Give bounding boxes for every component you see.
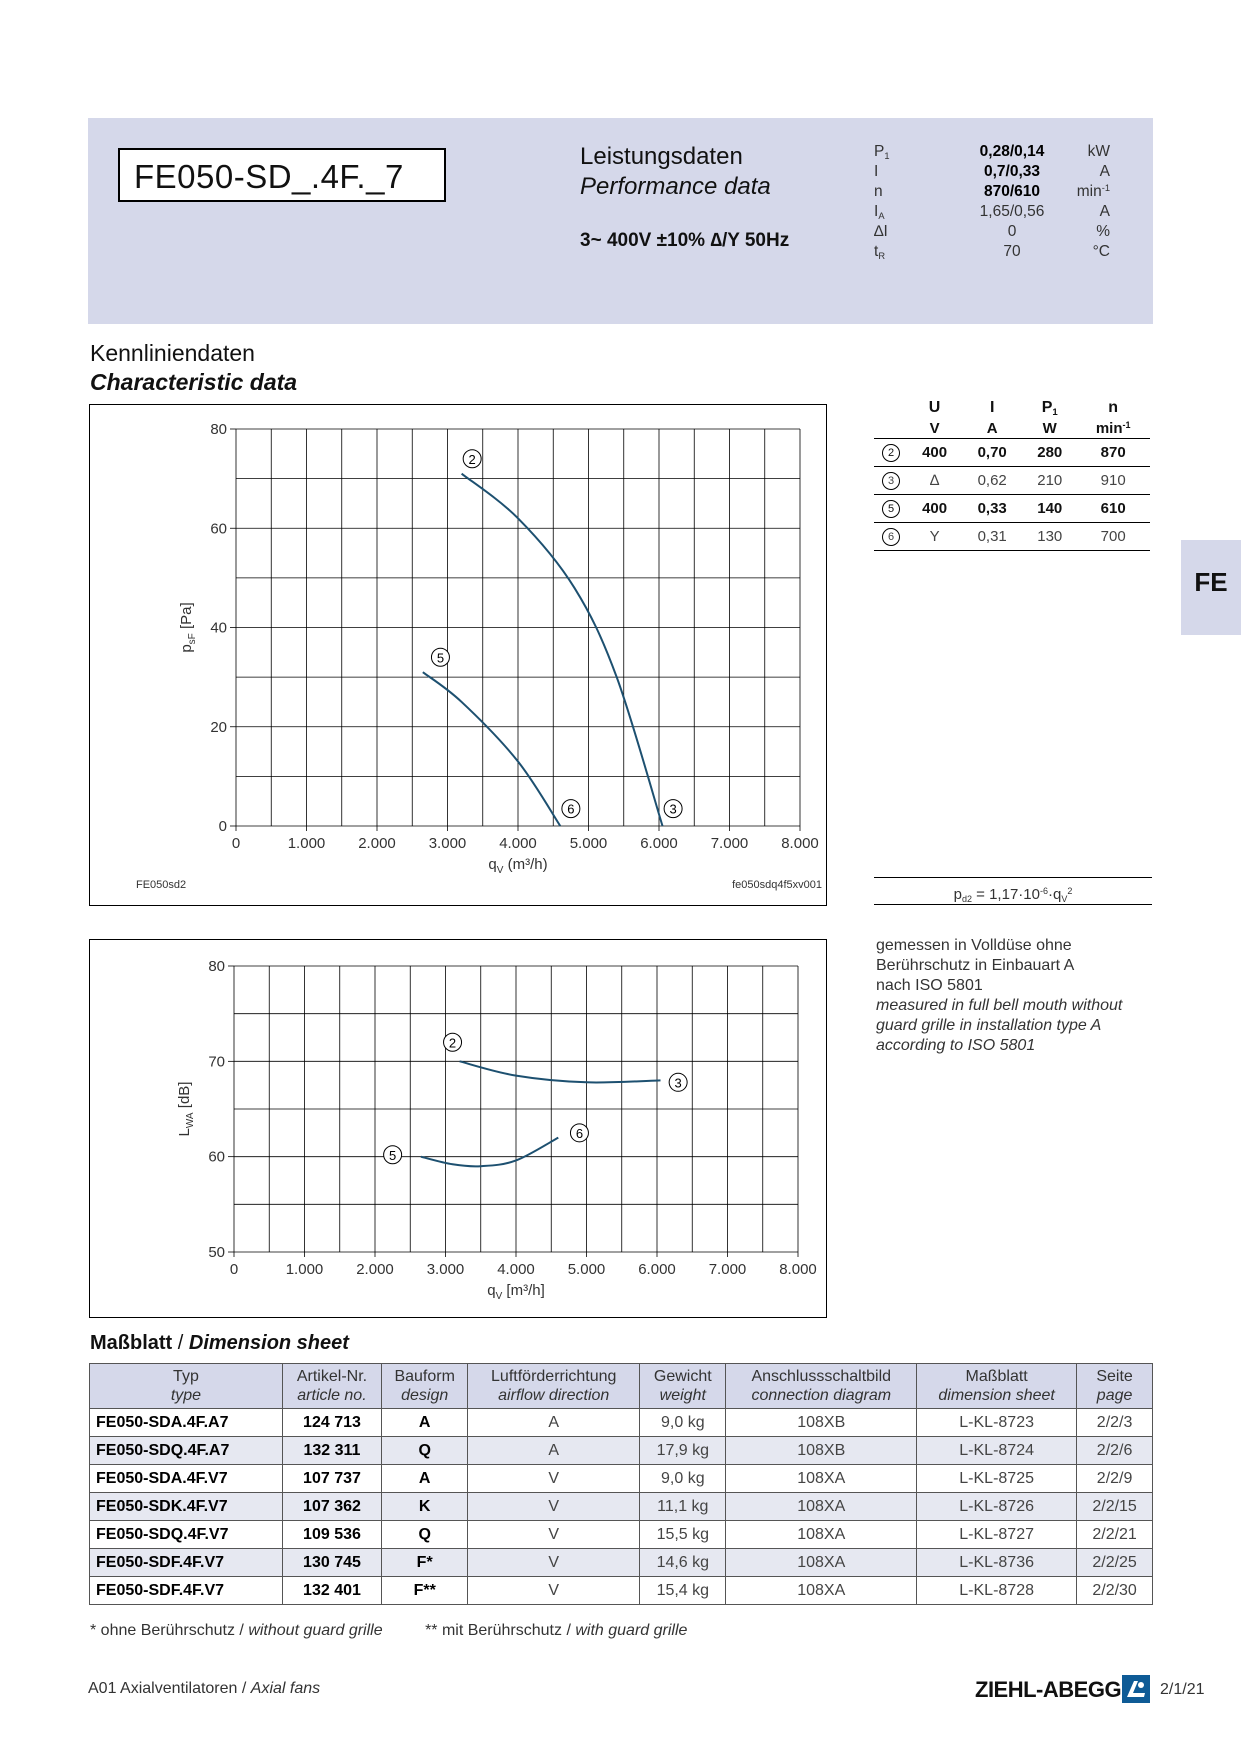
operating-point-row <box>874 439 1150 467</box>
dimension-column-header: Bauform design <box>382 1364 468 1409</box>
table-cell: A <box>382 1465 468 1493</box>
table-cell: V <box>468 1549 640 1577</box>
sound-chart <box>90 940 826 1317</box>
dimension-column-header: Gewicht weight <box>640 1364 726 1409</box>
dimension-column-header: Artikel-Nr. article no. <box>282 1364 381 1409</box>
operating-point-cell: 0,31 <box>961 523 1023 551</box>
y-tick-label: 70 <box>208 1053 225 1071</box>
table-cell: 14,6 kg <box>640 1549 726 1577</box>
y-axis-label: $p_{sF}$ [Pa] <box>178 602 198 653</box>
operating-point-id: 6 <box>874 523 908 551</box>
operating-point-row <box>874 495 1150 523</box>
x-axis-label: $q_V$ [m³/h] <box>487 1282 545 1302</box>
operating-point-cell: ∆ <box>908 467 961 495</box>
operating-point-cell: 700 <box>1076 523 1150 551</box>
table-cell: A <box>382 1409 468 1437</box>
x-tick-label: 0 <box>229 1261 239 1278</box>
operating-point-cell: 0,62 <box>961 467 1023 495</box>
table-cell: Q <box>382 1521 468 1549</box>
table-cell: 2/2/21 <box>1077 1521 1153 1549</box>
table-cell: V <box>468 1465 640 1493</box>
table-cell: 132 311 <box>282 1437 381 1465</box>
table-cell: L-KL-8728 <box>917 1577 1077 1605</box>
x-tick-label: 5.000 <box>569 835 608 852</box>
y-tick-label: 20 <box>210 718 227 736</box>
table-cell: 107 737 <box>282 1465 381 1493</box>
y-tick-label: 80 <box>208 958 225 975</box>
spec-symbol: n <box>874 183 883 200</box>
spec-value: 0 <box>1007 223 1017 240</box>
operating-point-marker-label: 3 <box>674 1075 682 1091</box>
operating-point-marker-label: 5 <box>436 650 445 666</box>
y-axis-label: $L_{WA}$ [dB] <box>176 1081 196 1137</box>
table-row <box>90 1521 1153 1549</box>
series-line-2-3 <box>462 474 663 826</box>
table-cell: 109 536 <box>282 1521 381 1549</box>
table-cell: 15,4 kg <box>640 1577 726 1605</box>
footnotes: * ohne Berührschutz / without guard grille ** mit Berührschutz / with guard grille <box>90 1622 688 1639</box>
operating-point-marker-label: 2 <box>448 1035 457 1051</box>
table-cell: FE050-SDK.4F.V7 <box>90 1493 283 1521</box>
pressure-chart-frame <box>89 404 827 906</box>
spec-unit: A <box>1099 203 1110 220</box>
spec-unit: $\min^{-1}$ <box>1076 183 1110 200</box>
pressure-chart <box>90 405 826 905</box>
dimension-column-header: Seite page <box>1077 1364 1153 1409</box>
y-tick-label: 0 <box>218 818 227 835</box>
x-tick-label: 3.000 <box>428 835 467 852</box>
x-tick-label: 4.000 <box>497 1261 535 1278</box>
x-axis-label: $q_V$ (m³/h) <box>488 856 548 876</box>
table-cell: 108XA <box>726 1521 917 1549</box>
operating-point-marker-label: 6 <box>575 1125 584 1141</box>
x-tick-label: 4.000 <box>499 835 537 852</box>
performance-title-de: Leistungsdaten <box>580 143 743 170</box>
spec-row <box>874 203 1110 223</box>
operating-point-cell: 280 <box>1023 439 1076 467</box>
table-cell: FE050-SDQ.4F.V7 <box>90 1521 283 1549</box>
chart-code-right: fe050sdq4f5xv001 <box>732 879 822 891</box>
spec-symbol: $I_A$ <box>874 203 885 221</box>
spec-value: 0,28/0,14 <box>979 143 1045 160</box>
operating-point-row <box>874 467 1150 495</box>
operating-point-id: 2 <box>874 439 908 467</box>
table-cell: L-KL-8726 <box>917 1493 1077 1521</box>
operating-point-id: 3 <box>874 467 908 495</box>
spec-row <box>874 183 1110 203</box>
x-tick-label: 5.000 <box>567 1261 606 1278</box>
performance-title-en: Performance data <box>580 173 771 200</box>
spec-row <box>874 143 1110 163</box>
spec-symbol: $t_R$ <box>874 243 886 261</box>
spec-row <box>874 163 1110 183</box>
y-tick-label: 40 <box>210 619 227 637</box>
supply-voltage: 3~ 400V ±10% ∆/Y 50Hz <box>580 230 790 251</box>
spec-unit: % <box>1096 223 1110 240</box>
table-cell: 2/2/25 <box>1077 1549 1153 1577</box>
dimension-column-header: Typ type <box>90 1364 283 1409</box>
spec-row <box>874 223 1110 243</box>
spec-symbol: $P_1$ <box>874 143 890 161</box>
operating-point-marker-label: 2 <box>468 451 476 467</box>
x-tick-label: 7.000 <box>708 1261 747 1278</box>
operating-point-cell: 0,33 <box>961 495 1023 523</box>
unit-p: W <box>1023 418 1076 439</box>
table-cell: 108XA <box>726 1577 917 1605</box>
x-tick-label: 3.000 <box>426 1261 465 1278</box>
chart-code-left: FE050sd2 <box>136 879 187 891</box>
table-row <box>90 1577 1153 1605</box>
footer-category: A01 Axialventilatoren / Axial fans <box>88 1680 321 1697</box>
table-cell: V <box>468 1493 640 1521</box>
col-n: n <box>1108 399 1119 416</box>
operating-point-id: 5 <box>874 495 908 523</box>
operating-point-cell: Y <box>908 523 961 551</box>
spec-symbol: ∆I <box>874 223 888 240</box>
operating-point-marker-label: 5 <box>389 1147 397 1163</box>
table-cell: K <box>382 1493 468 1521</box>
operating-point-cell: 400 <box>908 495 961 523</box>
x-tick-label: 7.000 <box>710 835 749 852</box>
table-cell: L-KL-8724 <box>917 1437 1077 1465</box>
spec-unit: °C <box>1092 243 1110 260</box>
operating-point-cell: 910 <box>1076 467 1150 495</box>
x-tick-label: 2.000 <box>358 835 396 852</box>
table-cell: L-KL-8727 <box>917 1521 1077 1549</box>
table-row <box>90 1465 1153 1493</box>
sound-chart-frame <box>89 939 827 1318</box>
table-cell: L-KL-8723 <box>917 1409 1077 1437</box>
unit-u: V <box>908 418 961 439</box>
operating-point-cell: 610 <box>1076 495 1150 523</box>
page-number: 2/1/21 <box>1160 1681 1205 1698</box>
x-tick-label: 6.000 <box>638 1261 676 1278</box>
table-cell: 108XA <box>726 1465 917 1493</box>
dimension-table <box>89 1363 1153 1605</box>
spec-row <box>874 243 1110 263</box>
operating-points-table <box>874 398 1150 551</box>
spec-value: 70 <box>1003 243 1021 260</box>
table-cell: 108XB <box>726 1409 917 1437</box>
x-tick-label: 1.000 <box>287 835 326 852</box>
spec-unit: kW <box>1087 143 1110 160</box>
table-cell: F* <box>382 1549 468 1577</box>
table-cell: 15,5 kg <box>640 1521 726 1549</box>
table-cell: V <box>468 1577 640 1605</box>
measurement-note: gemessen in Volldüse ohne Berührschutz in Einbauart A nach ISO 5801 measured in full bell mouth without guard grille in installation type A according to ISO 5801 <box>876 937 1123 1054</box>
table-row <box>90 1493 1153 1521</box>
model-title: FE050-SD_.4F._7 <box>118 148 446 202</box>
table-row <box>90 1549 1153 1577</box>
table-row <box>90 1409 1153 1437</box>
table-cell: 2/2/3 <box>1077 1409 1153 1437</box>
table-cell: FE050-SDA.4F.V7 <box>90 1465 283 1493</box>
dimension-column-header: Maßblatt dimension sheet <box>917 1364 1077 1409</box>
operating-point-cell: 130 <box>1023 523 1076 551</box>
operating-point-marker-label: 6 <box>567 801 575 817</box>
x-tick-label: 8.000 <box>779 1261 817 1278</box>
table-row <box>90 1437 1153 1465</box>
unit-i: A <box>961 418 1023 439</box>
table-cell: FE050-SDF.4F.V7 <box>90 1577 283 1605</box>
brand-name: ZIEHL-ABEGG <box>975 1677 1122 1702</box>
series-line-2-3 <box>460 1061 661 1082</box>
table-cell: 108XB <box>726 1437 917 1465</box>
dimension-title: Maßblatt / Dimension sheet <box>90 1332 349 1354</box>
y-tick-label: 60 <box>208 1148 225 1166</box>
table-cell: FE050-SDA.4F.A7 <box>90 1409 283 1437</box>
y-tick-label: 50 <box>208 1244 225 1261</box>
x-tick-label: 2.000 <box>356 1261 394 1278</box>
unit-n: $\min^{-1}$ <box>1076 418 1150 439</box>
table-cell: FE050-SDF.4F.V7 <box>90 1549 283 1577</box>
x-tick-label: 0 <box>231 835 241 852</box>
dimension-column-header: Anschlussschaltbild connection diagram <box>726 1364 917 1409</box>
y-tick-label: 80 <box>210 421 227 438</box>
fe-section-tab: FE <box>1181 540 1241 635</box>
spec-value: 0,7/0,33 <box>983 163 1041 180</box>
x-tick-label: 6.000 <box>640 835 678 852</box>
table-cell: A <box>468 1437 640 1465</box>
table-cell: F** <box>382 1577 468 1605</box>
operating-point-marker-label: 3 <box>669 801 677 817</box>
section-title-en: Characteristic data <box>90 369 298 395</box>
pd2-formula: $p_{d2} = 1,17\cdot 10^{-6}\cdot q_V^2$ <box>874 877 1152 905</box>
spec-symbol: I <box>874 163 879 180</box>
table-cell: 130 745 <box>282 1549 381 1577</box>
operating-point-cell: 0,70 <box>961 439 1023 467</box>
table-cell: 2/2/6 <box>1077 1437 1153 1465</box>
table-cell: 11,1 kg <box>640 1493 726 1521</box>
series-line-5-6 <box>423 672 560 826</box>
table-cell: FE050-SDQ.4F.A7 <box>90 1437 283 1465</box>
table-cell: 132 401 <box>282 1577 381 1605</box>
table-cell: 2/2/15 <box>1077 1493 1153 1521</box>
operating-point-cell: 210 <box>1023 467 1076 495</box>
section-title-de: Kennliniendaten <box>90 340 255 366</box>
table-cell: Q <box>382 1437 468 1465</box>
brand-logo-icon <box>1122 1675 1150 1703</box>
col-u: U <box>928 399 941 416</box>
table-cell: 108XA <box>726 1493 917 1521</box>
y-tick-label: 60 <box>210 520 227 538</box>
spec-unit: A <box>1099 163 1110 180</box>
table-cell: A <box>468 1409 640 1437</box>
table-cell: 108XA <box>726 1549 917 1577</box>
series-line-5-6 <box>421 1138 558 1167</box>
table-cell: 9,0 kg <box>640 1409 726 1437</box>
table-cell: 107 362 <box>282 1493 381 1521</box>
col-p: $P_1$ <box>1041 398 1058 418</box>
table-cell: L-KL-8725 <box>917 1465 1077 1493</box>
spec-value: 870/610 <box>983 183 1041 200</box>
operating-point-cell: 400 <box>908 439 961 467</box>
dimension-column-header: Luftförderrichtung airflow direction <box>468 1364 640 1409</box>
operating-point-row <box>874 523 1150 551</box>
spec-value: 1,65/0,56 <box>979 203 1045 220</box>
table-cell: 124 713 <box>282 1409 381 1437</box>
x-tick-label: 8.000 <box>781 835 819 852</box>
table-cell: V <box>468 1521 640 1549</box>
table-cell: 2/2/9 <box>1077 1465 1153 1493</box>
operating-point-cell: 870 <box>1076 439 1150 467</box>
table-cell: L-KL-8736 <box>917 1549 1077 1577</box>
table-cell: 2/2/30 <box>1077 1577 1153 1605</box>
operating-point-cell: 140 <box>1023 495 1076 523</box>
table-cell: 9,0 kg <box>640 1465 726 1493</box>
col-i: I <box>989 399 995 416</box>
x-tick-label: 1.000 <box>285 1261 324 1278</box>
table-cell: 17,9 kg <box>640 1437 726 1465</box>
